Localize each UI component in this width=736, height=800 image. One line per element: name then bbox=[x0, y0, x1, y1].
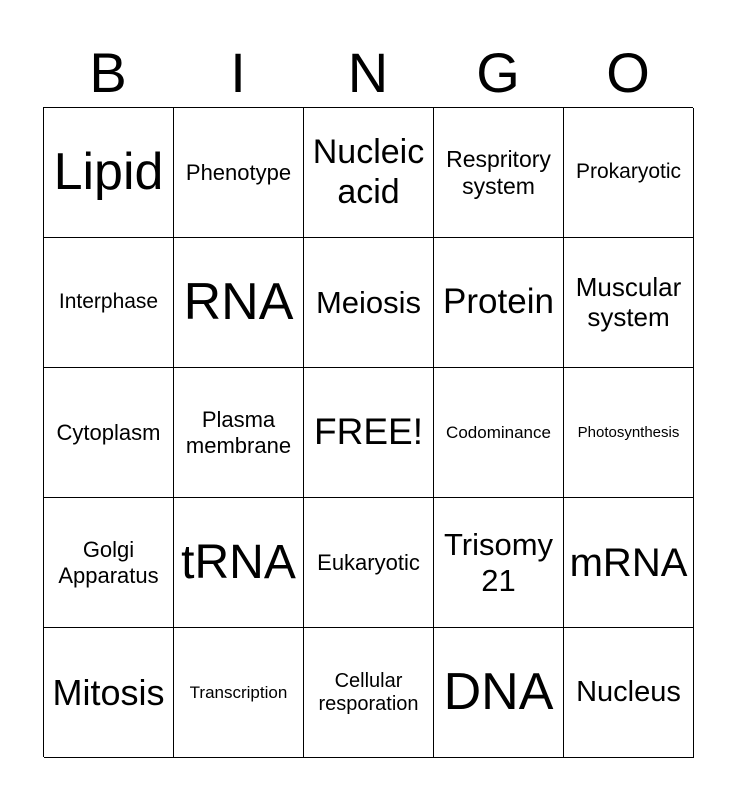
bingo-cell[interactable] bbox=[174, 238, 304, 368]
bingo-cell[interactable] bbox=[434, 498, 564, 628]
bingo-cell[interactable] bbox=[304, 108, 434, 238]
bingo-grid bbox=[43, 107, 693, 757]
bingo-cell[interactable] bbox=[174, 108, 304, 238]
bingo-cell-text: Interphase bbox=[58, 290, 159, 314]
bingo-cell[interactable] bbox=[44, 108, 174, 238]
bingo-header bbox=[43, 40, 693, 106]
bingo-cell[interactable] bbox=[564, 628, 694, 758]
bingo-cell[interactable] bbox=[304, 498, 434, 628]
header-letter-b: B bbox=[89, 41, 127, 104]
bingo-cell[interactable] bbox=[564, 108, 694, 238]
bingo-cell-text: Codominance bbox=[446, 422, 551, 442]
bingo-cell[interactable] bbox=[434, 238, 564, 368]
header-letter-n: N bbox=[347, 41, 389, 104]
bingo-cell[interactable] bbox=[44, 238, 174, 368]
bingo-cell-text: Cellular resporation bbox=[318, 669, 419, 715]
bingo-cell-text: DNA bbox=[443, 662, 554, 721]
bingo-cell-text: Photosynthesis bbox=[577, 423, 680, 441]
bingo-cell-text: mRNA bbox=[569, 540, 688, 585]
bingo-cell[interactable] bbox=[434, 368, 564, 498]
bingo-cell-text: Phenotype bbox=[185, 159, 292, 185]
bingo-cell[interactable] bbox=[434, 628, 564, 758]
bingo-cell-text: Mitosis bbox=[52, 671, 165, 713]
bingo-cell-text: Protein bbox=[443, 282, 554, 322]
bingo-cell[interactable] bbox=[174, 498, 304, 628]
bingo-cell-text: tRNA bbox=[181, 535, 296, 589]
bingo-cell-text: Cytoplasm bbox=[56, 419, 161, 445]
bingo-cell[interactable] bbox=[44, 368, 174, 498]
bingo-cell[interactable] bbox=[44, 628, 174, 758]
bingo-cell-text: Prokaryotic bbox=[575, 160, 682, 184]
bingo-cell-text: Plasma membrane bbox=[185, 407, 292, 458]
bingo-cell-text: Golgi Apparatus bbox=[58, 537, 159, 588]
bingo-cell-text: FREE! bbox=[314, 411, 423, 453]
bingo-cell-text: Respritory system bbox=[446, 146, 551, 199]
bingo-cell-text: Eukaryotic bbox=[317, 549, 420, 575]
bingo-cell-text: Meiosis bbox=[315, 284, 422, 320]
bingo-cell[interactable] bbox=[174, 368, 304, 498]
bingo-cell[interactable] bbox=[564, 368, 694, 498]
header-letter-g: G bbox=[476, 41, 520, 104]
bingo-cell[interactable] bbox=[304, 238, 434, 368]
bingo-cell-text: Trisomy 21 bbox=[443, 526, 554, 598]
bingo-cell-text: Muscular system bbox=[575, 271, 682, 332]
bingo-cell[interactable] bbox=[44, 498, 174, 628]
bingo-cell-text: Transcription bbox=[189, 682, 288, 702]
bingo-cell[interactable] bbox=[304, 628, 434, 758]
bingo-cell[interactable] bbox=[304, 368, 434, 498]
bingo-cell[interactable] bbox=[564, 498, 694, 628]
bingo-cell-text: Lipid bbox=[53, 142, 164, 201]
header-letter-o: O bbox=[606, 41, 650, 104]
header-letter-i: I bbox=[230, 41, 246, 104]
bingo-cell[interactable] bbox=[564, 238, 694, 368]
bingo-cell-text: RNA bbox=[183, 272, 294, 331]
bingo-cell-text: Nucleic acid bbox=[312, 133, 425, 211]
bingo-cell-text: Nucleus bbox=[576, 675, 681, 708]
bingo-cell[interactable] bbox=[434, 108, 564, 238]
bingo-cell[interactable] bbox=[174, 628, 304, 758]
